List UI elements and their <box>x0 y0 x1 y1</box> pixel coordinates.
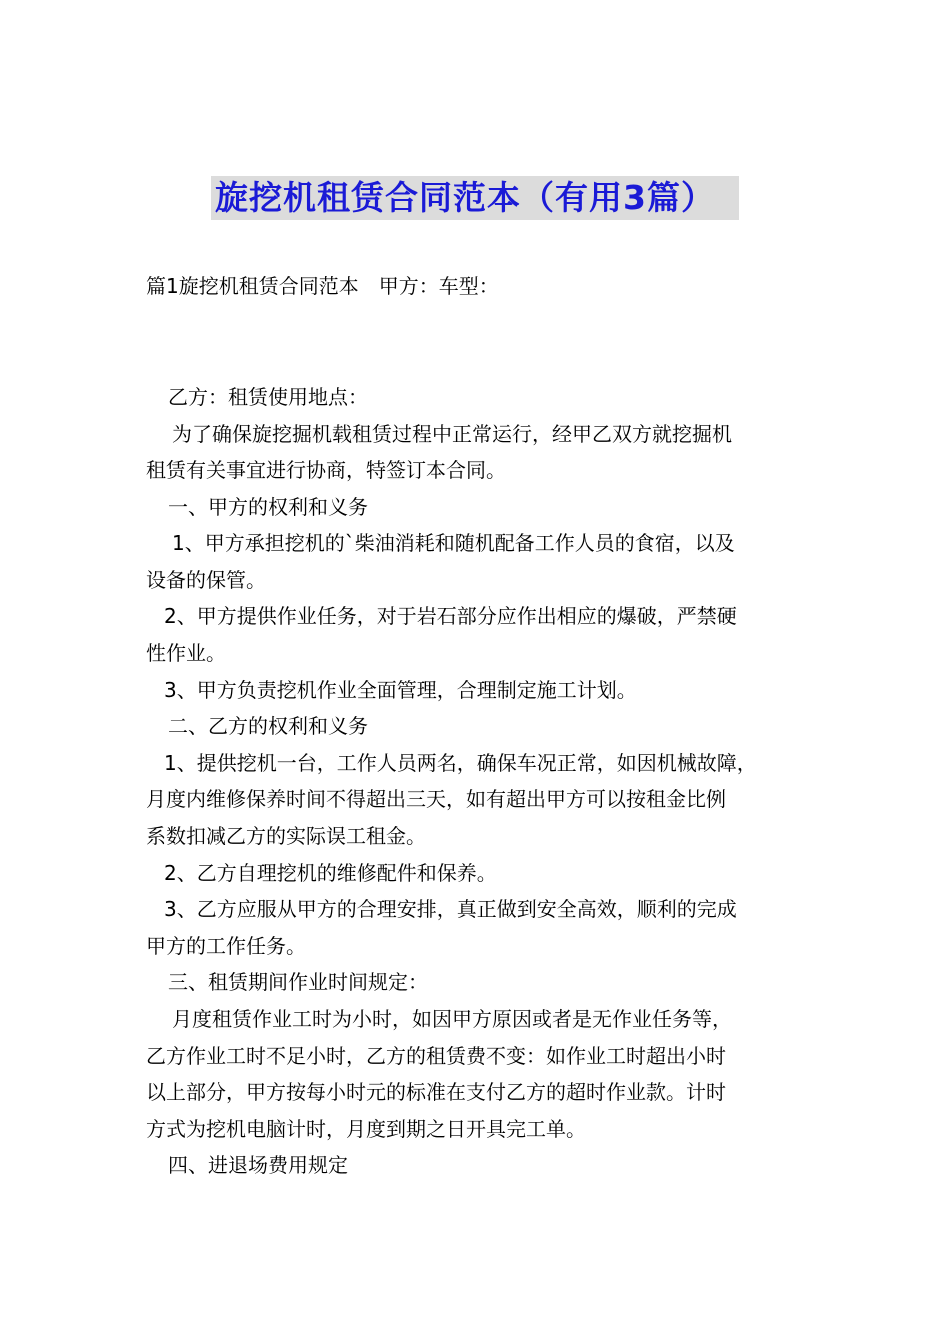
paragraph-line: 1、提供挖机一台，工作人员两名，确保车况正常，如因机械故障， <box>164 751 757 775</box>
section-heading: 三、租赁期间作业时间规定： <box>168 970 428 994</box>
paragraph-line: 甲方的工作任务。 <box>146 934 306 958</box>
paragraph-line: 租赁有关事宜进行协商，特签订本合同。 <box>146 458 506 482</box>
party-b-line: 乙方：租赁使用地点： <box>168 385 368 409</box>
paragraph-line: 方式为挖机电脑计时，月度到期之日开具完工单。 <box>146 1117 586 1141</box>
paragraph-line: 乙方作业工时不足小时，乙方的租赁费不变：如作业工时超出小时 <box>146 1044 726 1068</box>
paragraph-line: 设备的保管。 <box>146 568 266 592</box>
paragraph-line: 2、乙方自理挖机的维修配件和保养。 <box>164 861 497 885</box>
paragraph-line: 以上部分，甲方按每小时元的标准在支付乙方的超时作业款。计时 <box>146 1080 726 1104</box>
paragraph-line: 月度租赁作业工时为小时，如因甲方原因或者是无作业任务等， <box>172 1007 732 1031</box>
paragraph-line: 2、甲方提供作业任务，对于岩石部分应作出相应的爆破，严禁硬 <box>164 604 737 628</box>
section-heading: 一、甲方的权利和义务 <box>168 495 368 519</box>
paragraph-line: 系数扣减乙方的实际误工租金。 <box>146 824 426 848</box>
section-heading: 二、乙方的权利和义务 <box>168 714 368 738</box>
paragraph-line: 1、甲方承担挖机的`柴油消耗和随机配备工作人员的食宿，以及 <box>172 531 735 555</box>
intro-line: 篇1旋挖机租赁合同范本 甲方：车型： <box>146 274 499 298</box>
paragraph-line: 3、乙方应服从甲方的合理安排，真正做到安全高效，顺利的完成 <box>164 897 737 921</box>
paragraph-line: 为了确保旋挖掘机载租赁过程中正常运行，经甲乙双方就挖掘机 <box>172 422 732 446</box>
title-container <box>0 176 950 220</box>
document-title: 旋挖机租赁合同范本（有用3篇） <box>211 176 739 220</box>
paragraph-line: 月度内维修保养时间不得超出三天，如有超出甲方可以按租金比例 <box>146 787 726 811</box>
paragraph-line: 性作业。 <box>146 641 226 665</box>
paragraph-line: 3、甲方负责挖机作业全面管理，合理制定施工计划。 <box>164 678 637 702</box>
section-heading: 四、进退场费用规定 <box>168 1153 348 1177</box>
